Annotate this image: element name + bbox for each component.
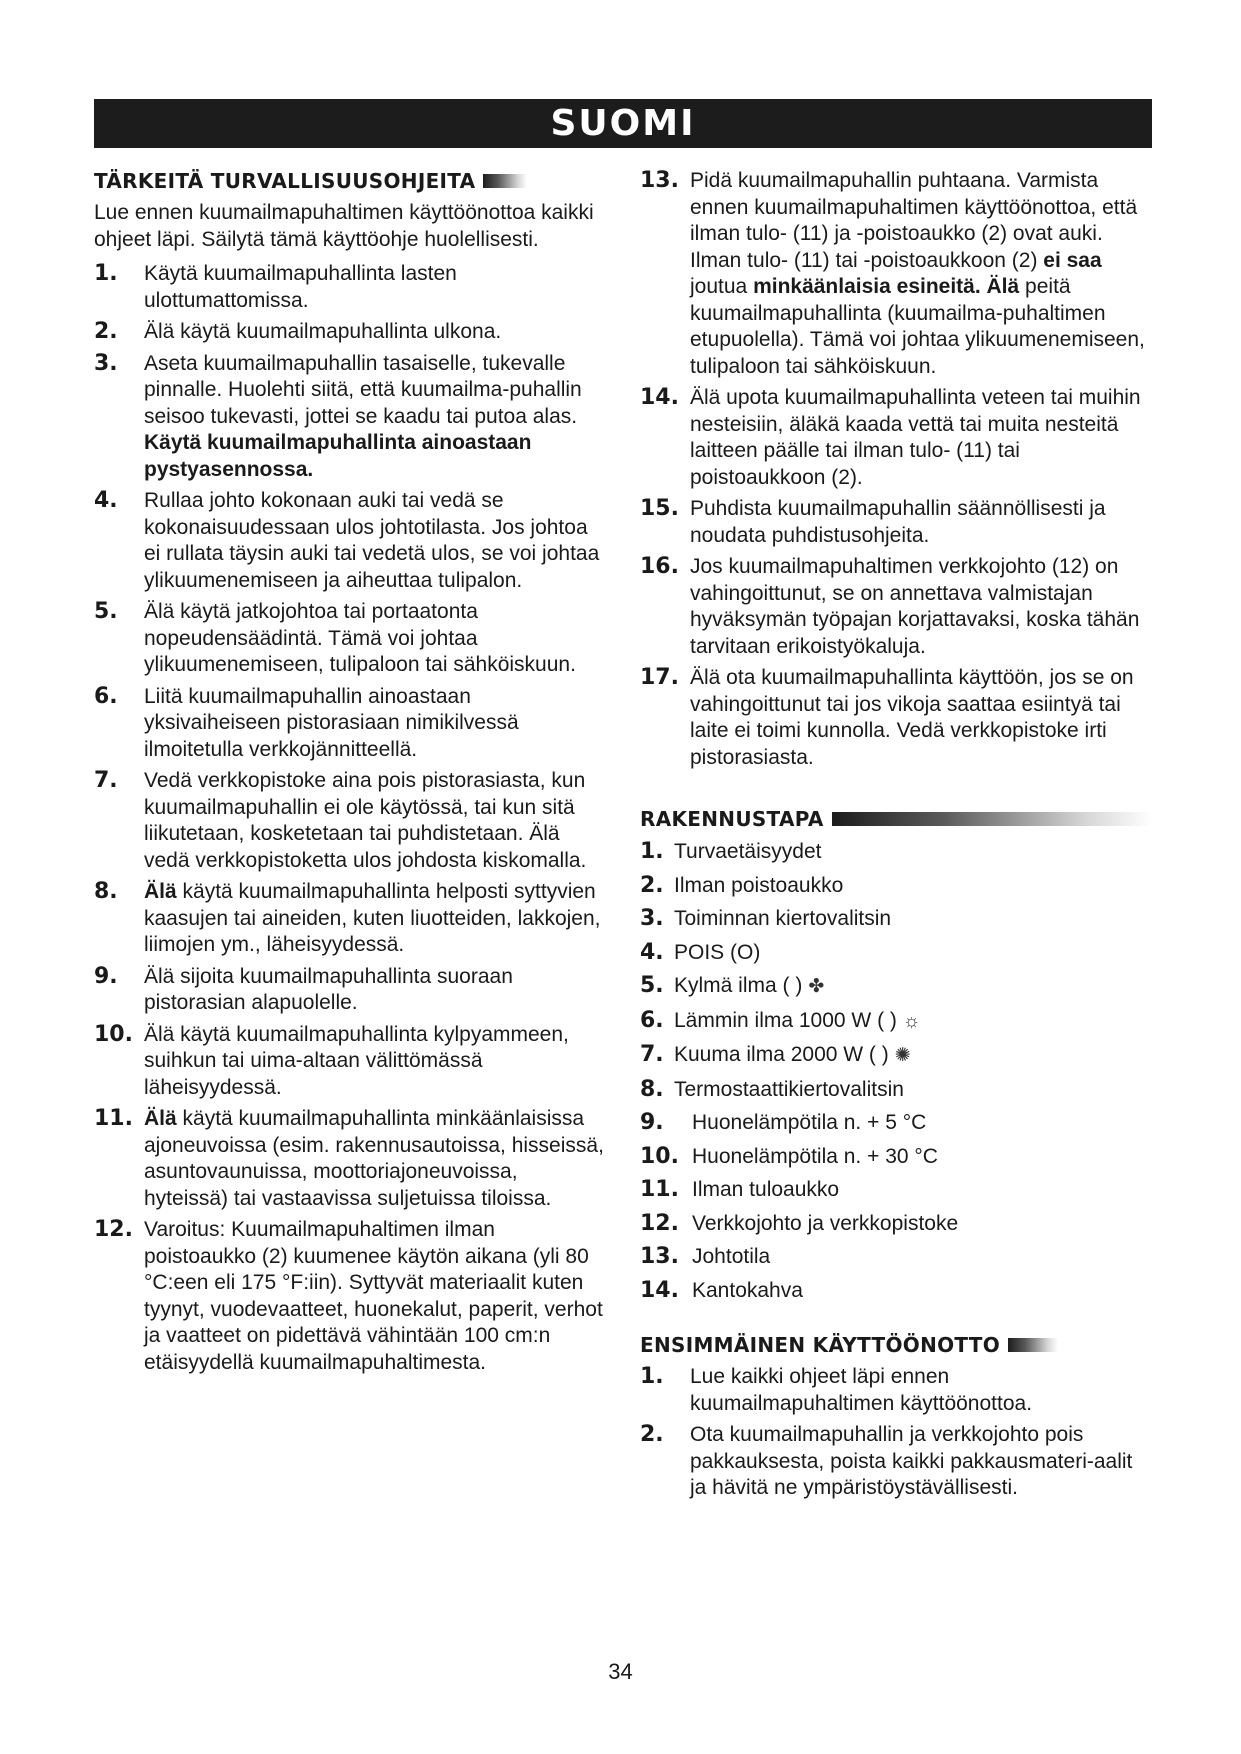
list-item: 11. Ilman tuloaukko — [640, 1177, 840, 1202]
list-item: 10. Huonelämpötila n. + 30 °C — [640, 1143, 938, 1169]
list-item: 14. Älä upota kuumailmapuhallinta veteen tai muihin nesteisiin, äläkä kaada vettä tai muita nesteitä laitteen päälle tai ilman tulo- (11) tai poistoaukkoon (2). — [640, 385, 1141, 489]
safety-list — [94, 261, 604, 1376]
list-item: 4. Rullaa johto kokonaan auki tai vedä se kokonaisuudessaan ulos johtotilasta. Jos johtoa ei rullata täysin auki tai vedetä ulos, se voi johtaa ylikuumenemiseen ja aiheuttaa tulipalon. — [94, 488, 600, 592]
list-item: 5. Kylmä ilma ( ) ✤ — [640, 972, 1152, 1001]
safety-intro: Lue ennen kuumailmapuhaltimen käyttöönottoa kaikki ohjeet läpi. Säilytä tämä käyttöohje huolellisesti. — [94, 201, 594, 251]
list-item: 3. Toiminnan kiertovalitsin — [640, 906, 892, 931]
list-item: 6. Liitä kuumailmapuhallin ainoastaan yksivaiheiseen pistorasiaan nimikilvessä ilmoitetulla verkkojännitteellä. — [94, 683, 519, 761]
construction-heading-text: RAKENNUSTAPA — [640, 807, 824, 831]
construction-list — [640, 838, 1152, 1305]
list-item: 2. Ota kuumailmapuhallin ja verkkojohto pois pakkauksesta, poista kaikki pakkausmateri-aalit ja hävitä ne ympäristöystävällisesti. — [640, 1422, 1133, 1499]
list-item: 6. Lämmin ilma 1000 W ( ) ☼ — [640, 1007, 1152, 1036]
list-item: 3. Aseta kuumailmapuhallin tasaiselle, tukevalle pinnalle. Huolehti siitä, että kuumailma-puhallin seisoo tukevasti, jottei se kaadu tai putoa alas. Käytä kuumailmapuhallinta ainoastaan pystyasennossa. — [94, 350, 582, 481]
list-item: 1. Käytä kuumailmapuhallinta lasten ulottumattomissa. — [94, 261, 457, 312]
list-item: 11. Älä käytä kuumailmapuhallinta minkäänlaisissa ajoneuvoissa (esim. rakennusautoissa, hisseissä, asuntovaunuissa, moottoriajoneuvoissa, hyteissä) tai vastaavissa suljetuissa tiloissa. — [94, 1106, 604, 1210]
bold-warning: Käytä kuumailmapuhallinta ainoastaan pystyasennossa. — [144, 431, 532, 481]
sun-outline-icon: ☼ — [902, 1010, 921, 1032]
list-item: 12. Varoitus: Kuumailmapuhaltimen ilman poistoaukko (2) kuumenee käytön aikana (yli 80 °C:een eli 175 °F:iin). Syttyvät materiaalit kuten tyynyt, vuodevaatteet, huonekalut, paperit, verhot ja vaatteet on pidettävä vähintään 100 cm:n etäisyydellä kuumailmapuhaltimesta. — [94, 1217, 603, 1374]
first-use-list — [640, 1364, 1152, 1502]
first-use-heading — [640, 1332, 1152, 1358]
list-item: 15. Puhdista kuumailmapuhallin säännöllisesti ja noudata puhdistusohjeita. — [640, 496, 1106, 547]
right-column — [640, 168, 1152, 1507]
list-item: 2. Älä käytä kuumailmapuhallinta ulkona. — [94, 319, 502, 344]
first-use-heading-text: ENSIMMÄINEN KÄYTTÖÖNOTTO — [640, 1333, 1001, 1357]
list-item: 4. POIS (O) — [640, 939, 761, 965]
list-item: 14. Kantokahva — [640, 1277, 803, 1303]
safety-list-continued — [640, 168, 1152, 771]
page-number: 34 — [608, 1659, 633, 1684]
list-item: 1. Turvaetäisyydet — [640, 839, 822, 864]
safety-heading — [94, 168, 604, 194]
language-banner: SUOMI — [94, 99, 1152, 148]
fan-icon: ✤ — [808, 976, 825, 997]
construction-heading — [640, 806, 1152, 832]
list-item: 7. Vedä verkkopistoke aina pois pistorasiasta, kun kuumailmapuhallin ei ole käytössä, tai kun sitä liikutetaan, kosketetaan tai puhdistetaan. Älä vedä verkkopistoketta ulos johdosta kiskomalla. — [94, 768, 587, 872]
heading-decor-bar — [1008, 1338, 1058, 1352]
list-item: 13. Pidä kuumailmapuhallin puhtaana. Varmista ennen kuumailmapuhaltimen käyttöönottoa, että ilman tulo- (11) ja -poistoaukko (2) ovat auki. Ilman tulo- (11) tai -poistoaukkoon (2) ei saa joutua minkäänlaisia esineitä. Älä peitä kuumailmapuhallinta (kuumailma-puhaltimen etupuolella). Tämä voi johtaa ylikuumenemiseen, tulipaloon tai sähköiskuun. — [640, 168, 1145, 378]
list-item: 8. Termostaattikiertovalitsin — [640, 1076, 904, 1102]
left-column — [94, 168, 604, 1381]
list-item: 5. Älä käytä jatkojohtoa tai portaatonta nopeudensäädintä. Tämä voi johtaa ylikuumenemiseen, tulipaloon tai sähköiskuun. — [94, 599, 576, 676]
list-item: 16. Jos kuumailmapuhaltimen verkkojohto (12) on vahingoittunut, se on annettava valmistajan hyväksymän työpajan korjattavaksi, koska tähän tarvitaan erikoistyökaluja. — [640, 554, 1140, 658]
list-item: 9. Älä sijoita kuumailmapuhallinta suoraan pistorasian alapuolelle. — [94, 963, 513, 1014]
heading-decor-bar — [483, 174, 527, 188]
safety-heading-text: TÄRKEITÄ TURVALLISUUSOHJEITA — [94, 169, 476, 193]
sun-filled-icon: ✺ — [894, 1045, 911, 1066]
list-item: 17. Älä ota kuumailmapuhallinta käyttöön, jos se on vahingoittunut tai jos vikoja saattaa esiintyä tai laite ei toimi kunnolla. Vedä verkkopistoke irti pistorasiasta. — [640, 665, 1134, 769]
list-item: 9. Huonelämpötila n. + 5 °C — [640, 1110, 927, 1135]
list-item: 10. Älä käytä kuumailmapuhallinta kylpyammeen, suihkun tai uima-altaan välittömässä läheisyydessä. — [94, 1021, 569, 1099]
list-item: 1. Lue kaikki ohjeet läpi ennen kuumailmapuhaltimen käyttöönottoa. — [640, 1364, 1033, 1415]
list-item: 7. Kuuma ilma 2000 W ( ) ✺ — [640, 1041, 1152, 1070]
heading-decor-bar — [832, 812, 1152, 826]
list-item: 2. Ilman poistoaukko — [640, 872, 844, 898]
list-item: 13. Johtotila — [640, 1244, 771, 1269]
list-item: 8. Älä käytä kuumailmapuhallinta helposti syttyvien kaasujen tai aineiden, kuten liuotteiden, lakkojen, liimojen ym., läheisyydessä. — [94, 879, 601, 956]
list-item: 12. Verkkojohto ja verkkopistoke — [640, 1210, 959, 1236]
